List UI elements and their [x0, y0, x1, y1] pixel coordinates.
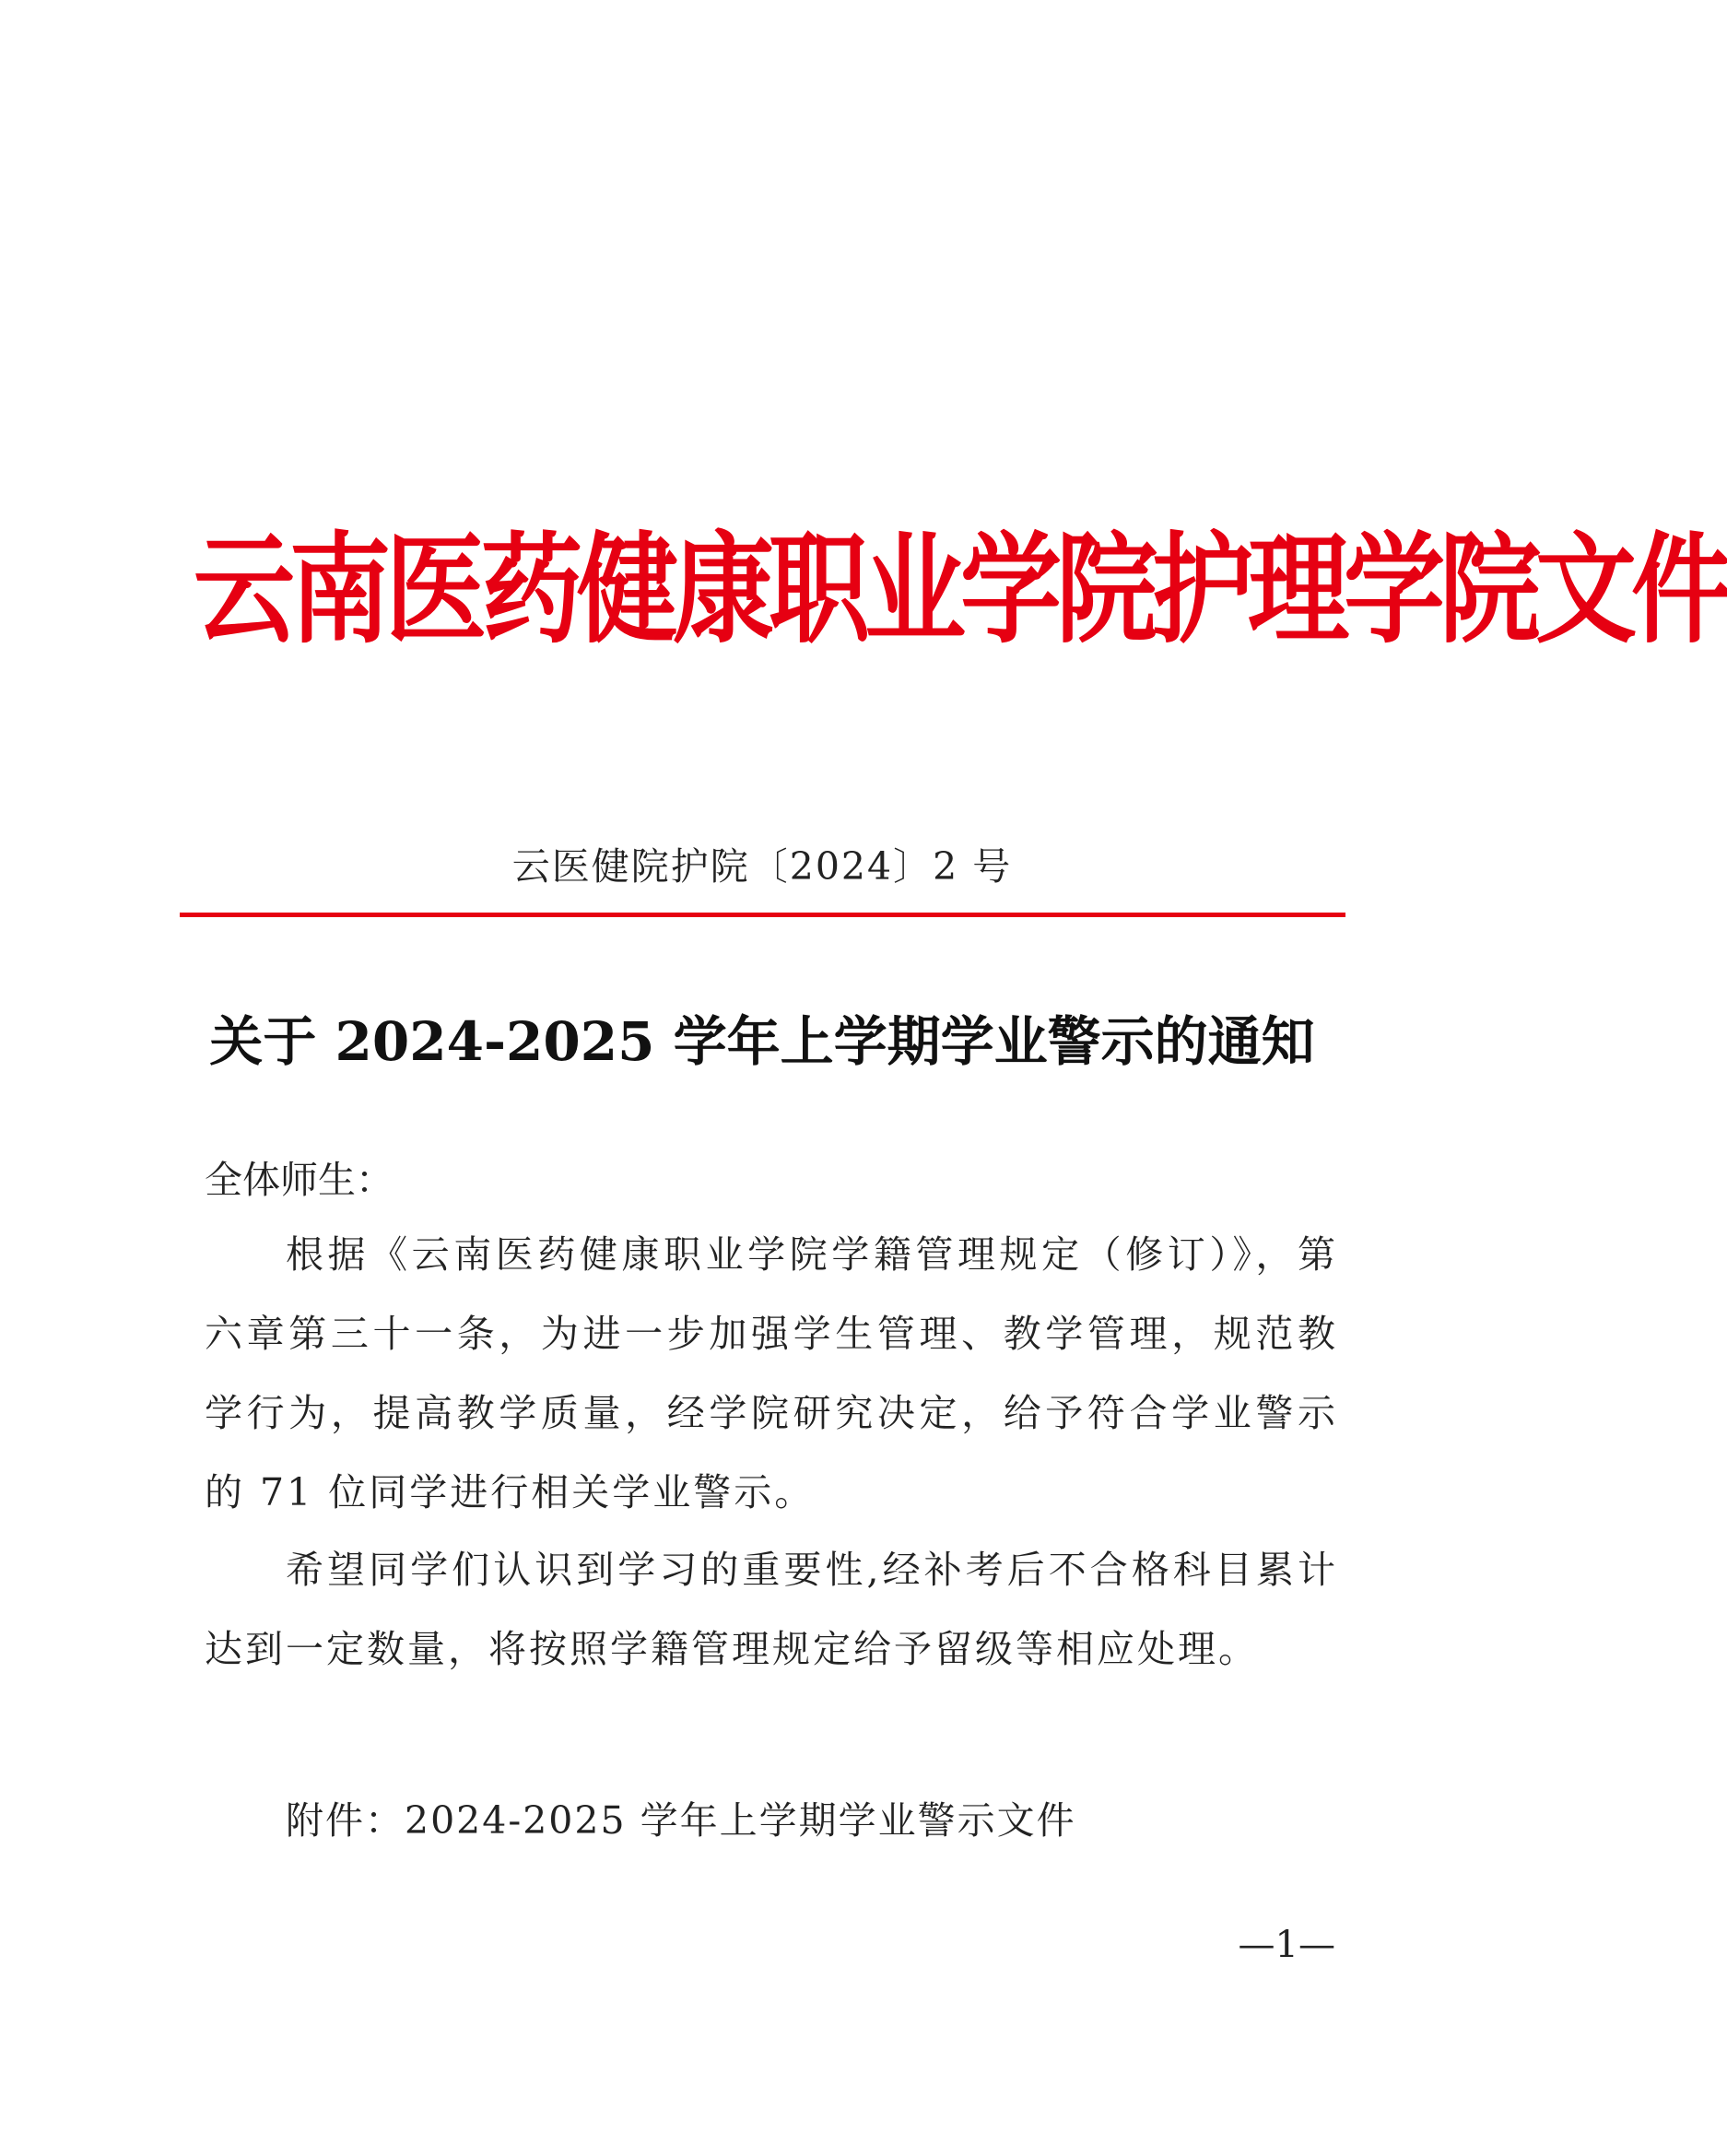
- page-number: —1—: [1238, 1924, 1335, 1966]
- document-number: 云医健院护院〔2024〕2 号: [511, 844, 1013, 889]
- body-paragraph-1: 根据《云南医药健康职业学院学籍管理规定（修订）》，第六章第三十一条，为进一步加强学生管理、教学管理，规范教学行为，提高教学质量，经学院研究决定，给予符合学业警示的 71 位同学进行相关学业警示。: [205, 1232, 1338, 1514]
- attachment-line: 附件：2024-2025 学年上学期学业警示文件: [286, 1798, 1076, 1843]
- red-divider-line: [180, 913, 1345, 917]
- notice-title: 关于 2024-2025 学年上学期学业警示的通知: [209, 1010, 1315, 1073]
- masthead-title: 云南医药健康职业学院护理学院文件: [194, 519, 1727, 660]
- body-paragraph-2: 希望同学们认识到学习的重要性,经补考后不合格科目累计达到一定数量，将按照学籍管理规定给予留级等相应处理。: [205, 1548, 1338, 1671]
- salutation: 全体师生：: [205, 1158, 394, 1202]
